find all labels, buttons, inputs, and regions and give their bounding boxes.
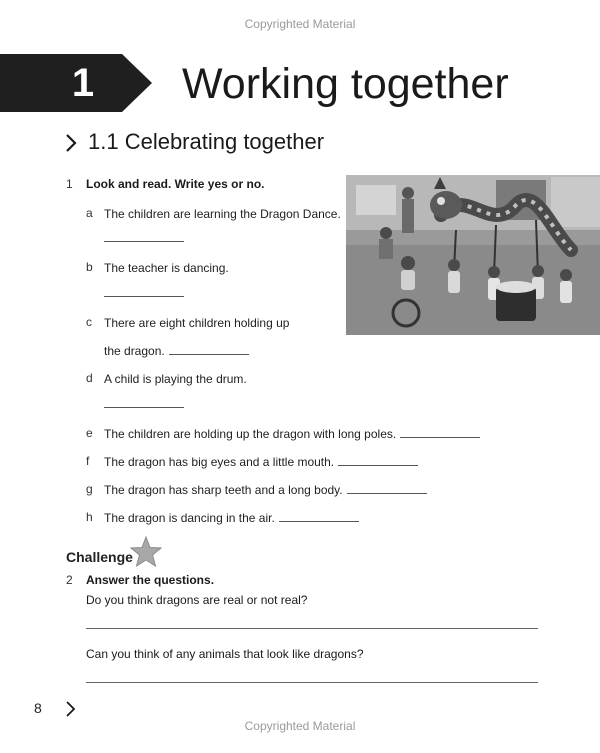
item-text: The dragon has big eyes and a little mouth. [104,455,335,469]
dragon-dance-drawing [346,175,600,335]
task-2-number: 2 [66,573,73,587]
item-letter: c [86,315,92,329]
answer-line[interactable] [400,436,480,438]
item-text: There are eight children holding up [104,316,290,330]
item-text: The dragon has sharp teeth and a long body. [104,483,343,497]
page-number: 8 [34,700,42,716]
item-text: The teacher is dancing. [104,261,229,275]
answer-line[interactable] [104,407,184,408]
item-text: The children are holding up the dragon with long poles. [104,427,397,441]
item-letter: d [86,371,93,385]
watermark-top: Copyrighted Material [244,17,356,31]
challenge-label: Challenge [66,549,133,565]
task-1-instruction: Look and read. Write yes or no. [86,177,265,191]
item-text-part: the dragon. [104,344,165,358]
answer-line[interactable] [169,353,249,355]
chapter-title: Working together [182,60,509,108]
answer-line[interactable] [338,464,418,466]
answer-line[interactable] [86,628,538,629]
item-letter: b [86,260,93,274]
item-text: The children are learning the Dragon Dance. [104,207,341,221]
answer-line[interactable] [104,241,184,242]
item-row [104,510,359,526]
item-letter: h [86,510,93,524]
watermark-bottom: Copyrighted Material [244,719,356,733]
item-row [104,454,418,470]
item-row [104,482,427,498]
item-letter: f [86,454,90,468]
dragon-dance-illustration [346,175,600,335]
item-letter: a [86,206,93,220]
item-text-continued [104,343,249,359]
item-row [104,426,480,442]
section-title: 1.1 Celebrating together [88,129,325,154]
star-icon [130,536,162,568]
item-letter: e [86,426,93,440]
question-text: Can you think of any animals that look like dragons? [86,647,364,661]
answer-line[interactable] [347,492,427,494]
task-1-number: 1 [66,177,73,191]
chevron-right-icon [64,700,76,718]
chapter-number: 1 [71,61,95,105]
chevron-right-icon [64,133,78,153]
item-text: The dragon is dancing in the air. [104,511,275,525]
item-text: A child is playing the drum. [104,372,247,386]
item-letter: g [86,482,93,496]
question-text: Do you think dragons are real or not real? [86,593,308,607]
answer-line[interactable] [104,296,184,297]
answer-line[interactable] [86,682,538,683]
answer-line[interactable] [279,520,359,522]
task-2-instruction: Answer the questions. [86,573,215,587]
